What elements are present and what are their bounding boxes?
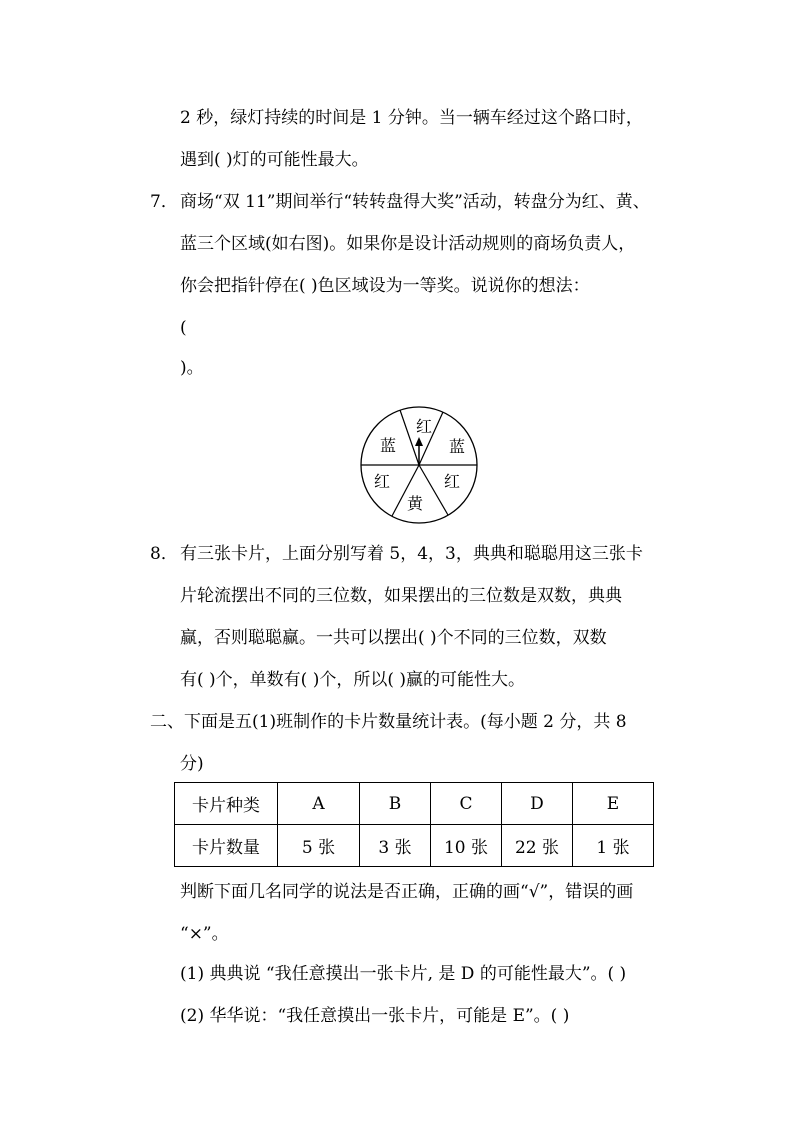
table-cell: 卡片数量 [175,825,278,867]
table-cell: 5 张 [278,825,360,867]
q7-line-5: )。 [180,358,204,378]
wheel-label-blue-right: 蓝 [448,437,466,456]
q8-line-2: 片轮流摆出不同的三位数，如果摆出的三位数是双数，典典 [180,586,622,606]
table-row [175,783,654,825]
section-2-heading: 二、下面是五(1)班制作的卡片数量统计表。(每小题 2 分，共 8 [150,712,627,732]
table-cell: A [278,783,360,825]
spinner-wheel [358,404,480,526]
table-cell: 10 张 [431,825,502,867]
judge-item-1: (1) 典典说 “我任意摸出一张卡片, 是 D 的可能性最大”。( ) [180,964,627,984]
table-cell: B [360,783,431,825]
table-cell: 卡片种类 [175,783,278,825]
q8-line-4: 有( )个，单数有( )个，所以( )赢的可能性大。 [180,670,526,690]
wheel-label-red-left: 红 [373,472,391,491]
judge-instruction-2: “×”。 [180,924,229,944]
card-count-table [174,782,654,867]
table-cell: E [573,783,654,825]
wheel-label-red-right: 红 [443,472,461,491]
wheel-label-blue-left: 蓝 [379,436,397,455]
section-2-heading-cont: 分) [180,754,204,774]
q6-line-1: 2 秒，绿灯持续的时间是 1 分钟。当一辆车经过这个路口时， [180,108,643,128]
table-cell: C [431,783,502,825]
judge-instruction-1: 判断下面几名同学的说法是否正确，正确的画“√”，错误的画 [180,882,634,902]
table-row [175,825,654,867]
table-cell: D [502,783,573,825]
q6-line-2: 遇到( )灯的可能性最大。 [180,150,369,170]
q7-number: 7． [150,192,178,212]
q8-line-1: 有三张卡片，上面分别写着 5，4，3，典典和聪聪用这三张卡 [180,544,643,564]
q7-line-4: ( [180,318,187,338]
wheel-label-red-top: 红 [415,417,433,436]
q7-line-3: 你会把指针停在( )色区域设为一等奖。说说你的想法： [180,276,590,296]
wheel-label-yellow: 黄 [406,494,424,513]
table-cell: 3 张 [360,825,431,867]
table-cell: 1 张 [573,825,654,867]
q8-number: 8． [150,544,178,564]
q7-line-1: 商场“双 11”期间举行“转转盘得大奖”活动，转盘分为红、黄、 [180,192,650,212]
table-cell: 22 张 [502,825,573,867]
q7-line-2: 蓝三个区域(如右图)。如果你是设计活动规则的商场负责人， [180,234,636,254]
q8-line-3: 赢，否则聪聪赢。一共可以摆出( )个不同的三位数，双数 [180,628,607,648]
judge-item-2: (2) 华华说：“我任意摸出一张卡片，可能是 E”。( ) [180,1006,570,1026]
